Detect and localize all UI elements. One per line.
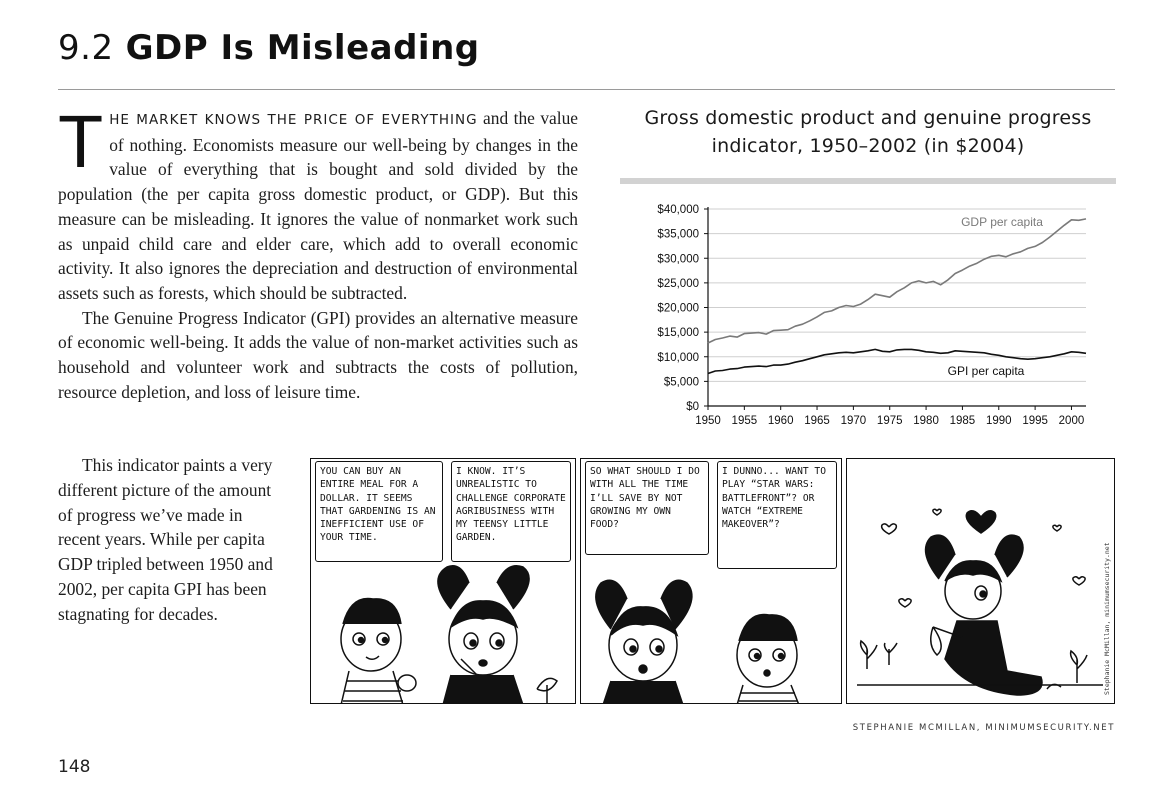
y-tick-label: $5,000 — [663, 376, 699, 389]
y-tick-label: $40,000 — [657, 204, 699, 216]
section-title: GDP Is Misleading — [125, 28, 480, 68]
series-label-0: GDP per capita — [961, 215, 1043, 229]
x-tick-label: 1955 — [731, 415, 758, 427]
x-tick-label: 1985 — [949, 415, 976, 427]
x-tick-label: 1975 — [876, 415, 903, 427]
y-tick-label: $25,000 — [657, 277, 699, 290]
comic-credit: STEPHANIE MCMILLAN, MINIMUMSECURITY.NET — [852, 723, 1115, 733]
section-number: 9.2 — [58, 28, 114, 68]
speech-bubble-girl-1: I KNOW. IT’S UNREALISTIC TO CHALLENGE CORPORATE AGRIBUSINESS WITH MY TEENSY LITTLE GARDEN. — [451, 461, 571, 562]
y-tick-label: $20,000 — [657, 302, 699, 315]
x-tick-label: 1970 — [840, 415, 867, 427]
y-tick-label: $0 — [686, 401, 699, 413]
heading-rule — [58, 89, 1115, 90]
page-number: 148 — [58, 757, 91, 777]
paragraph-1 — [58, 100, 579, 306]
x-tick-label: 2000 — [1058, 415, 1085, 427]
x-tick-label: 1950 — [695, 415, 721, 427]
x-tick-label: 1995 — [1022, 415, 1048, 427]
chart-divider-bar — [620, 178, 1116, 184]
chart-title: Gross domestic product and genuine progress indicator, 1950–2002 (in $2004) — [644, 107, 1092, 157]
body-text — [58, 100, 579, 404]
comic-panel-3 — [846, 458, 1115, 704]
paragraph-1-lead: HE MARKET KNOWS THE PRICE OF EVERYTHING — [109, 112, 478, 128]
x-tick-label: 1990 — [985, 415, 1012, 427]
speech-bubble-boy-1: YOU CAN BUY AN ENTIRE MEAL FOR A DOLLAR. IT SEEMS THAT GARDENING IS AN INEFFICIENT USE OF YOUR TIME. — [315, 461, 443, 562]
y-tick-label: $15,000 — [657, 327, 699, 340]
series-line-1 — [708, 349, 1086, 373]
section-heading — [58, 28, 480, 68]
paragraph-2: The Genuine Progress Indicator (GPI) provides an alternative measure of economic well-being. It adds the value of non-market activities such as household and volunteer work and subtracts the costs of pollution, resource depletion, and loss of leisure time. — [58, 307, 578, 402]
speech-bubble-girl-2: I DUNNO... WANT TO PLAY “STAR WARS: BATTLEFRONT”? OR WATCH “EXTREME MAKEOVER”? — [717, 461, 837, 569]
speech-bubble-boy-2: SO WHAT SHOULD I DO WITH ALL THE TIME I’LL SAVE BY NOT GROWING MY OWN FOOD? — [585, 461, 709, 555]
comic-signature: Stephanie McMillan, minimumsecurity.net — [1103, 542, 1111, 695]
side-text — [58, 453, 283, 627]
series-label-1: GPI per capita — [947, 364, 1025, 378]
comic-panel-2 — [580, 458, 842, 704]
drop-cap: T — [58, 100, 104, 183]
x-tick-label: 1980 — [913, 415, 939, 427]
y-tick-label: $10,000 — [657, 351, 699, 364]
comic-panel-3-art — [847, 459, 1115, 704]
comic-panel-1 — [310, 458, 576, 704]
series-line-0 — [708, 219, 1086, 343]
x-tick-label: 1965 — [804, 415, 830, 427]
gdp-gpi-line-chart — [620, 192, 1116, 438]
y-tick-label: $35,000 — [657, 228, 699, 241]
y-tick-label: $30,000 — [657, 253, 699, 266]
comic-strip — [310, 455, 1115, 708]
x-tick-label: 1960 — [767, 415, 794, 427]
paragraph-1-rest: and the value of nothing. Economists measure our well-being by changes in the value of everything that is bought and sold divided by the population (the per capita gross domestic product, or GDP). But this measure can be misleading. It ignores the value of nonmarket work such as unpaid child care and elder care, which add to overall economic activity. It also ignores the depreciation and destruction of environmental assets such as forests, which should be subtracted. — [58, 108, 579, 303]
paragraph-3: This indicator paints a very different picture of the amount of progress we’ve made in recent years. While per capita GDP tripled between 1950 and 2002, per capita GPI has been stagnating for decades. — [58, 455, 273, 624]
